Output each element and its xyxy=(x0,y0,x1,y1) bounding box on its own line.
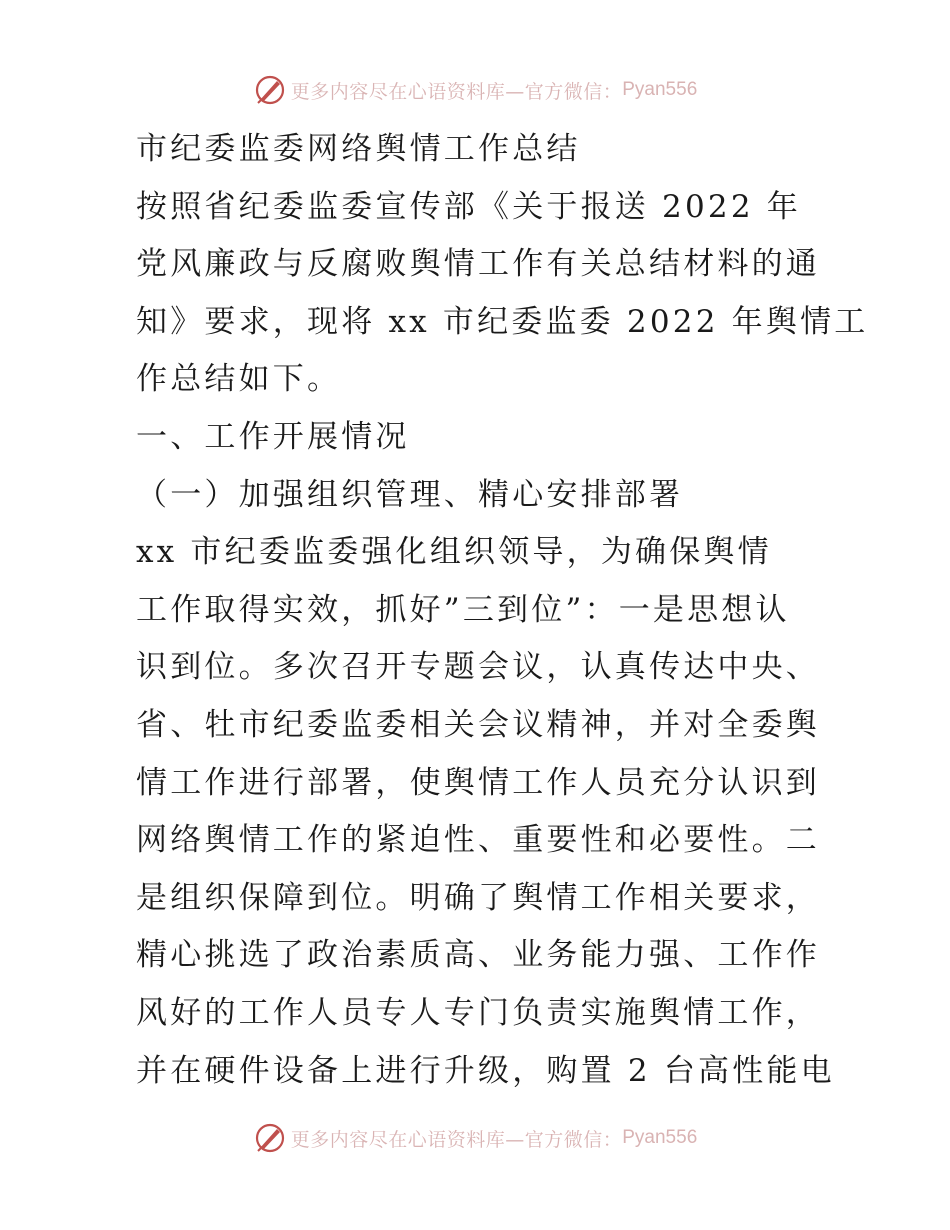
document-body xyxy=(136,121,869,1100)
watermark-text: 更多内容尽在心语资料库—官方微信： xyxy=(290,1128,623,1151)
paragraph-line: 按照省纪委监委宣传部《关于报送 2022 年 xyxy=(136,188,801,225)
paragraph-line: 是组织保障到位。明确了舆情工作相关要求， xyxy=(136,879,820,916)
paragraph-line: 工作取得实效，抓好”三到位”：一是思想认 xyxy=(136,591,790,628)
watermark-wechat-id: Pyan556 xyxy=(622,79,698,100)
feather-pen-logo-icon xyxy=(253,73,287,107)
paragraph-line: 并在硬件设备上进行升级，购置 2 台高性能电 xyxy=(136,1052,835,1089)
paragraph-line: 情工作进行部署，使舆情工作人员充分认识到 xyxy=(136,764,820,801)
paragraph-line: 识到位。多次召开专题会议，认真传达中央、 xyxy=(136,649,820,686)
paragraph-line: 网络舆情工作的紧迫性、重要性和必要性。二 xyxy=(136,822,820,859)
watermark-wechat-id: Pyan556 xyxy=(622,1127,698,1148)
section-heading: 一、工作开展情况 xyxy=(136,418,410,455)
document-title: 市纪委监委网络舆情工作总结 xyxy=(136,131,581,167)
paragraph-line: 精心挑选了政治素质高、业务能力强、工作作 xyxy=(136,937,820,974)
paragraph-line: 党风廉政与反腐败舆情工作有关总结材料的通 xyxy=(136,246,820,283)
paragraph-line: 作总结如下。 xyxy=(136,361,342,398)
feather-pen-logo-icon xyxy=(253,1121,287,1155)
footer-watermark xyxy=(0,1118,950,1158)
watermark-text: 更多内容尽在心语资料库—官方微信： xyxy=(290,80,623,103)
paragraph-line: xx 市纪委监委强化组织领导，为确保舆情 xyxy=(136,534,772,571)
paragraph-line: 风好的工作人员专人专门负责实施舆情工作， xyxy=(136,994,820,1031)
header-watermark xyxy=(0,70,950,110)
paragraph-line: 知》要求，现将 xx 市纪委监委 2022 年舆情工 xyxy=(136,303,869,340)
paragraph-line: 省、牡市纪委监委相关会议精神，并对全委舆 xyxy=(136,706,820,743)
subsection-heading: （一）加强组织管理、精心安排部署 xyxy=(136,476,684,513)
